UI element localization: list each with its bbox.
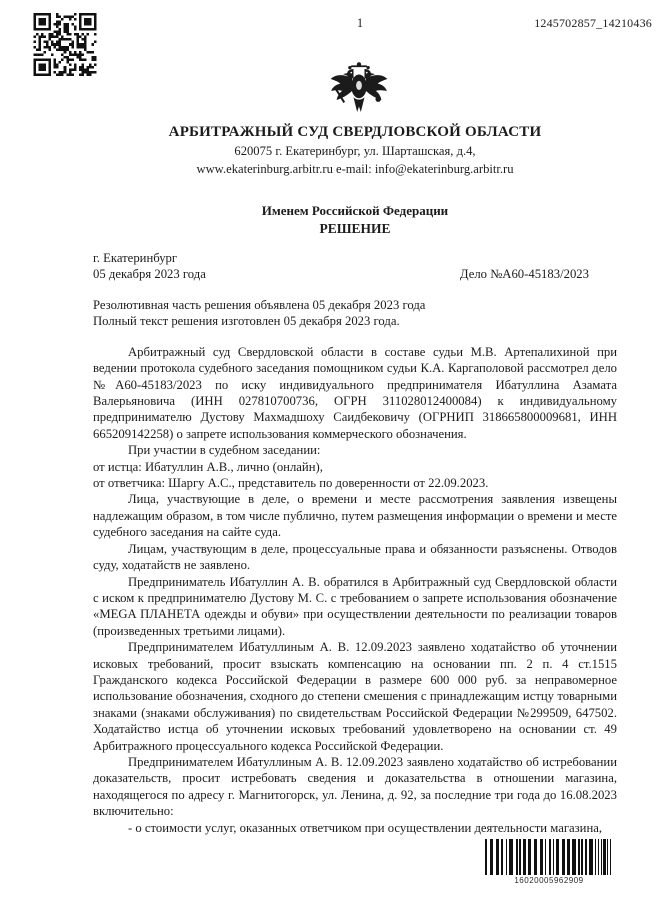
body-paragraph: Лица, участвующие в деле, о времени и месте рассмотрения заявления извещены надлежащим образом, в том числе публично, путем размещения информации о времени и месте судебного заседания на сайте суда. (93, 492, 617, 540)
body-paragraph: Предпринимателем Ибатуллиным А. В. 12.09.2023 заявлено ходатайство об истребовании доказательств, просит истребовать сведения и доказательства в отношении магазина, находящегося по адресу г. Магнитогорск, ул. Ленина, д. 92, за последние три года до 16.08.2023 включительно: (93, 754, 617, 819)
case-number: Дело №А60-45183/2023 (459, 267, 589, 281)
russia-coat-of-arms-icon (327, 58, 391, 122)
body-paragraph: - о стоимости услуг, оказанных ответчиком при осуществлении деятельности магазина, (128, 820, 603, 835)
full-text-made-line: Полный текст решения изготовлен 05 декабря 2023 года. (93, 314, 400, 329)
date-row (93, 267, 617, 282)
court-address: 620075 г. Екатеринбург, ул. Шарташская, д.4, (234, 144, 476, 158)
body-paragraph: Предприниматель Ибатуллин А. В. обратился в Арбитражный суд Свердловской области с иском к предпринимателю Дустову М. С. с требованием о запрете использования обозначение «MEGA ПЛАНЕТА одежды и обуви» при осуществлении деятельности по реализации товаров (произведенных третьими лицами). (93, 574, 617, 638)
court-contacts: www.ekaterinburg.arbitr.ru e-mail: info@ekaterinburg.arbitr.ru (196, 162, 514, 176)
document-id: 1245702857_14210436 (534, 16, 652, 30)
resolution-block (93, 297, 617, 330)
barcode-number: 16020005962909 (514, 876, 584, 885)
decision-date: 05 декабря 2023 года (93, 267, 206, 281)
case-city: г. Екатеринбург (93, 251, 178, 265)
body-paragraph: от истца: Ибатуллин А.В., лично (онлайн), (93, 459, 323, 474)
barcode-block (485, 839, 613, 885)
barcode-icon (485, 839, 613, 875)
body-paragraph: Арбитражный суд Свердловской области в составе судьи М.В. Артепалихиной при ведении протокола судебного заседания помощником судьи К.А. Каргаполовой рассмотрел дело №А60-45183/2023 по иску индивидуального предпринимателя Ибатуллина Азамата Валерьяновича (ИНН 027810700736, ОГРН 311028012400084) к индивидуальному предпринимателю Дустову Махмадшоху Саидбековичу (ОГРНИП 318665800009681, ИНН 665209142258) о запрете использования коммерческого обозначения. (93, 344, 617, 441)
qr-code-icon (33, 13, 97, 76)
body-paragraph: Лицам, участвующим в деле, процессуальные права и обязанности разъяснены. Отводов суду, ходатайств не заявлено. (93, 541, 617, 573)
document-type-title: РЕШЕНИЕ (319, 221, 391, 236)
body-paragraph: Предпринимателем Ибатуллиным А. В. 12.09.2023 заявлено ходатайство об уточнении исковых требований, просит взыскать компенсацию на основании пп. 2 п. 4 ст.1515 Гражданского кодекса Российской Федерации в размере 600 000 руб. за неправомерное использование обозначения, сходного до степени смешения с принадлежащим истцу товарными знаками (знаками обслуживания) по свидетельствам Российской Федерации №299509, 647502. Ходатайство истца об уточнении исковых требований удовлетворено на основании ст. 49 Арбитражного процессуального кодекса Российской Федерации. (93, 640, 617, 753)
in-the-name-line: Именем Российской Федерации (261, 203, 449, 218)
page-number: 1 (356, 16, 364, 30)
decision-body (93, 344, 617, 836)
body-paragraph: При участии в судебном заседании: (128, 443, 321, 458)
court-name: АРБИТРАЖНЫЙ СУД СВЕРДЛОВСКОЙ ОБЛАСТИ (168, 124, 542, 140)
resolution-announced-line: Резолютивная часть решения объявлена 05 декабря 2023 года (93, 298, 426, 312)
body-paragraph: от ответчика: Шаргу А.С., представитель по доверенности от 22.09.2023. (93, 476, 489, 491)
document-content (93, 124, 617, 836)
